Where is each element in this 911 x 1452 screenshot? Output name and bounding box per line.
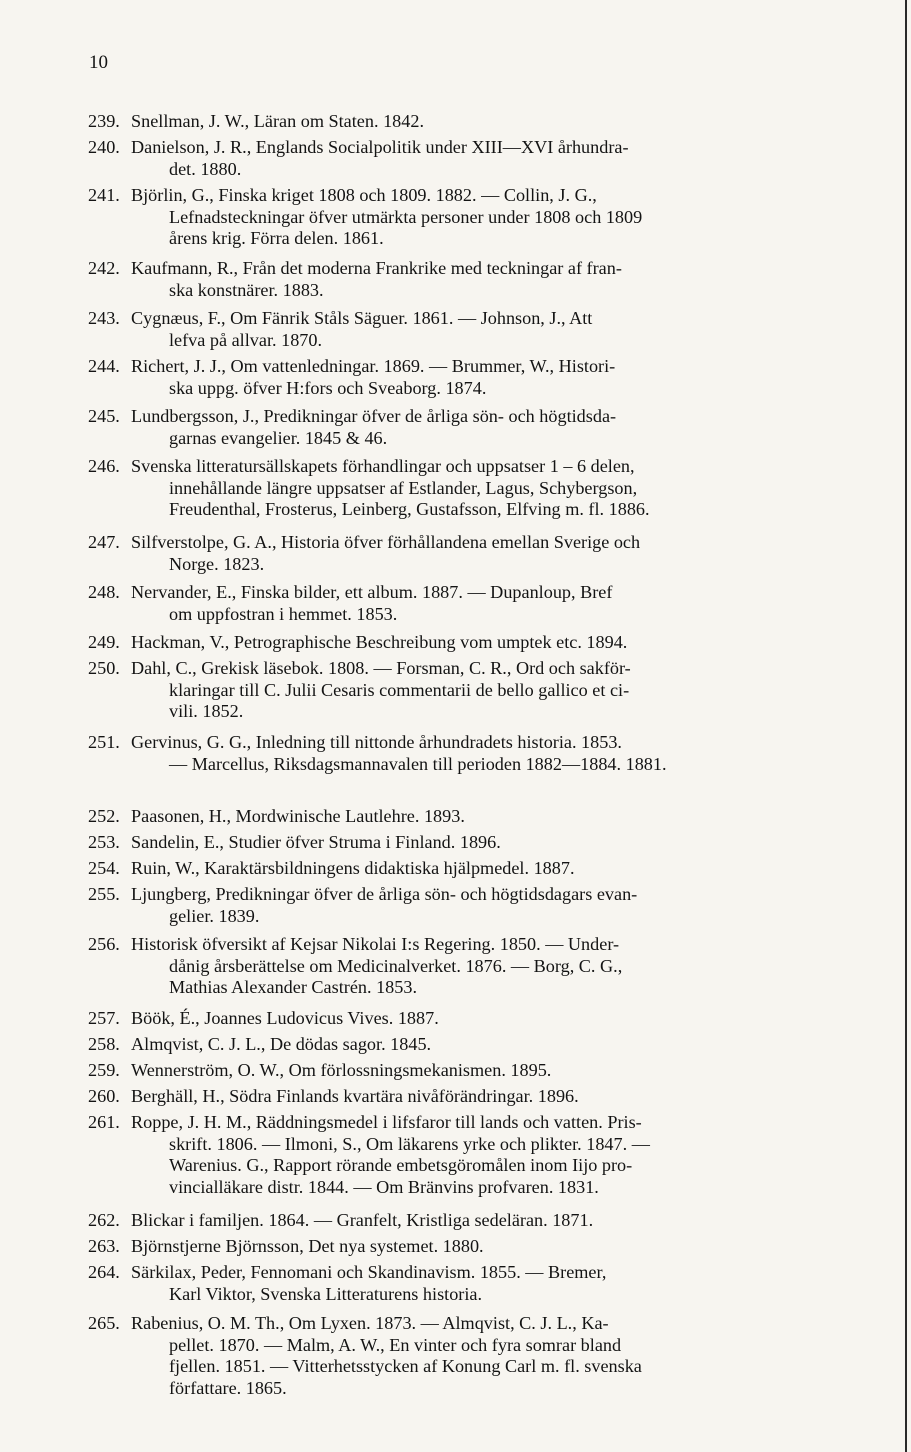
list-item	[88, 582, 612, 625]
list-item	[88, 137, 629, 180]
list-item	[88, 732, 667, 775]
entry-text-line: Snellman, J. W., Läran om Staten. 1842.	[131, 111, 424, 131]
list-item	[88, 356, 615, 399]
entry-text-line: Danielson, J. R., Englands Socialpolitik under XIII—XVI århundra-	[131, 137, 629, 157]
entry-number: 241.	[88, 185, 120, 205]
entry-text-line: Ljungberg, Predikningar öfver de årliga sön- och högtidsdagars evan-	[131, 884, 638, 904]
entry-text-line: Hackman, V., Petrographische Beschreibung vom umptek etc. 1894.	[131, 632, 628, 652]
list-item	[88, 532, 640, 575]
entry-text-line: Blickar i familjen. 1864. — Granfelt, Kristliga sedeläran. 1871.	[131, 1210, 594, 1230]
entry-text-line: pellet. 1870. — Malm, A. W., En vinter och fyra somrar bland	[169, 1334, 622, 1355]
entry-number: 261.	[88, 1112, 120, 1132]
entry-text-line: Rabenius, O. M. Th., Om Lyxen. 1873. — Almqvist, C. J. L., Ka-	[131, 1313, 609, 1333]
entry-text-line: årens krig. Förra delen. 1861.	[169, 228, 384, 249]
entry-number: 254.	[88, 858, 120, 878]
entry-number: 264.	[88, 1262, 120, 1282]
list-item	[88, 632, 627, 654]
entry-text-line: Lundbergsson, J., Predikningar öfver de årliga sön- och högtidsda-	[131, 406, 617, 426]
list-item	[88, 858, 575, 880]
entry-text-line: dånig årsberättelse om Medicinalverket. 1876. — Borg, C. G.,	[169, 955, 623, 976]
entry-text-line: Dahl, C., Grekisk läsebok. 1808. — Forsman, C. R., Ord och sakför-	[131, 658, 631, 678]
entry-text-line: vincialläkare distr. 1844. — Om Bränvins profvaren. 1831.	[169, 1177, 599, 1198]
entry-number: 265.	[88, 1313, 120, 1333]
list-item	[88, 406, 616, 449]
entry-number: 245.	[88, 406, 120, 426]
entry-number: 263.	[88, 1236, 120, 1256]
entry-text-line: Richert, J. J., Om vattenledningar. 1869. — Brummer, W., Histori-	[131, 356, 616, 376]
entry-number: 257.	[88, 1008, 120, 1028]
entry-text-line: Björnstjerne Björnsson, Det nya systemet. 1880.	[131, 1236, 484, 1256]
list-item	[88, 1086, 579, 1108]
entry-number: 252.	[88, 806, 120, 826]
entry-number: 240.	[88, 137, 120, 157]
list-item	[88, 806, 465, 828]
entry-number: 243.	[88, 308, 120, 328]
entry-text-line: Björlin, G., Finska kriget 1808 och 1809. 1882. — Collin, J. G.,	[131, 185, 597, 205]
entry-text-line: Nervander, E., Finska bilder, ett album. 1887. — Dupanloup, Bref	[131, 582, 613, 602]
list-item	[88, 1034, 431, 1056]
entry-text-line: Norge. 1823.	[169, 553, 265, 574]
list-item	[88, 308, 592, 351]
entry-text-line: Berghäll, H., Södra Finlands kvartära nivåförändringar. 1896.	[131, 1086, 579, 1106]
entry-text-line: lefva på allvar. 1870.	[169, 329, 323, 350]
entry-number: 250.	[88, 658, 120, 678]
entry-text-line: om uppfostran i hemmet. 1853.	[169, 603, 398, 624]
entry-text-line: Sandelin, E., Studier öfver Struma i Finland. 1896.	[131, 832, 501, 852]
list-item	[88, 1008, 439, 1030]
entry-text-line: Kaufmann, R., Från det moderna Frankrike med teckningar af fran-	[131, 258, 622, 278]
entry-number: 246.	[88, 456, 120, 476]
entry-text-line: Ruin, W., Karaktärsbildningens didaktiska hjälpmedel. 1887.	[131, 858, 575, 878]
entry-number: 248.	[88, 582, 120, 602]
list-item	[88, 456, 650, 521]
entry-number: 239.	[88, 111, 120, 131]
list-item	[88, 111, 424, 133]
entry-text-line: Mathias Alexander Castrén. 1853.	[169, 977, 417, 998]
entry-text-line: Warenius. G., Rapport rörande embetsgöromålen inom Iijo pro-	[169, 1155, 633, 1176]
entry-number: 255.	[88, 884, 120, 904]
entry-number: 260.	[88, 1086, 120, 1106]
entry-text-line: Paasonen, H., Mordwinische Lautlehre. 1893.	[131, 806, 465, 826]
entry-text-line: Almqvist, C. J. L., De dödas sagor. 1845.	[131, 1034, 432, 1054]
list-item	[88, 185, 642, 250]
entry-text-line: Svenska litteratursällskapets förhandlingar och uppsatser 1 – 6 delen,	[131, 456, 635, 476]
list-item	[88, 1060, 551, 1082]
entry-text-line: garnas evangelier. 1845 & 46.	[169, 427, 388, 448]
entry-text-line: innehållande längre uppsatser af Estlander, Lagus, Schybergson,	[169, 477, 638, 498]
entry-text-line: Roppe, J. H. M., Räddningsmedel i lifsfaror till lands och vatten. Pris-	[131, 1112, 642, 1132]
entry-text-line: fjellen. 1851. — Vitterhetsstycken af Konung Carl m. fl. svenska	[169, 1356, 642, 1377]
entry-text-line: Särkilax, Peder, Fennomani och Skandinavism. 1855. — Bremer,	[131, 1262, 607, 1282]
entry-text-line: klaringar till C. Julii Cesaris commentarii de bello gallico et ci-	[169, 679, 630, 700]
list-item	[88, 258, 622, 301]
list-item	[88, 884, 637, 927]
entry-text-line: ska konstnärer. 1883.	[169, 279, 324, 300]
page-number: 10	[89, 52, 108, 73]
entry-text-line: skrift. 1806. — Ilmoni, S., Om läkarens yrke och plikter. 1847. —	[169, 1133, 650, 1154]
entry-number: 253.	[88, 832, 120, 852]
list-item	[88, 1210, 593, 1232]
entry-number: 256.	[88, 934, 120, 954]
entry-text-line: Cygnæus, F., Om Fänrik Ståls Säguer. 1861. — Johnson, J., Att	[131, 308, 593, 328]
entry-number: 247.	[88, 532, 120, 552]
list-item	[88, 1262, 606, 1305]
list-item	[88, 934, 622, 999]
list-item	[88, 1112, 650, 1199]
list-item	[88, 1236, 484, 1258]
entry-text-line: Historisk öfversikt af Kejsar Nikolai I:s Regering. 1850. — Under-	[131, 934, 620, 954]
entry-text-line: ska uppg. öfver H:fors och Sveaborg. 1874.	[169, 377, 487, 398]
entry-text-line: Gervinus, G. G., Inledning till nittonde århundradets historia. 1853.	[131, 732, 622, 752]
entry-text-line: Lefnadsteckningar öfver utmärkta personer under 1808 och 1809	[169, 206, 643, 227]
entry-text-line: Karl Viktor, Svenska Litteraturens historia.	[169, 1283, 483, 1304]
entry-text-line: Freudenthal, Frosterus, Leinberg, Gustafsson, Elfving m. fl. 1886.	[169, 499, 650, 520]
entry-number: 244.	[88, 356, 120, 376]
entry-text-line: vili. 1852.	[169, 701, 244, 722]
entry-text-line: det. 1880.	[169, 158, 242, 179]
list-item	[88, 1313, 642, 1400]
list-item	[88, 658, 631, 723]
entry-number: 251.	[88, 732, 120, 752]
entry-number: 249.	[88, 632, 120, 652]
entry-number: 242.	[88, 258, 120, 278]
entry-text-line: — Marcellus, Riksdagsmannavalen till perioden 1882—1884. 1881.	[169, 753, 667, 774]
entry-text-line: gelier. 1839.	[169, 905, 260, 926]
entry-number: 258.	[88, 1034, 120, 1054]
entry-text-line: Wennerström, O. W., Om förlossningsmekanismen. 1895.	[131, 1060, 552, 1080]
entry-number: 262.	[88, 1210, 120, 1230]
entry-text-line: Böök, É., Joannes Ludovicus Vives. 1887.	[131, 1008, 439, 1028]
page-edge-line	[905, 0, 907, 1452]
entry-text-line: Silfverstolpe, G. A., Historia öfver förhållandena emellan Sverige och	[131, 532, 641, 552]
entry-text-line: författare. 1865.	[169, 1378, 287, 1399]
list-item	[88, 832, 501, 854]
entry-number: 259.	[88, 1060, 120, 1080]
